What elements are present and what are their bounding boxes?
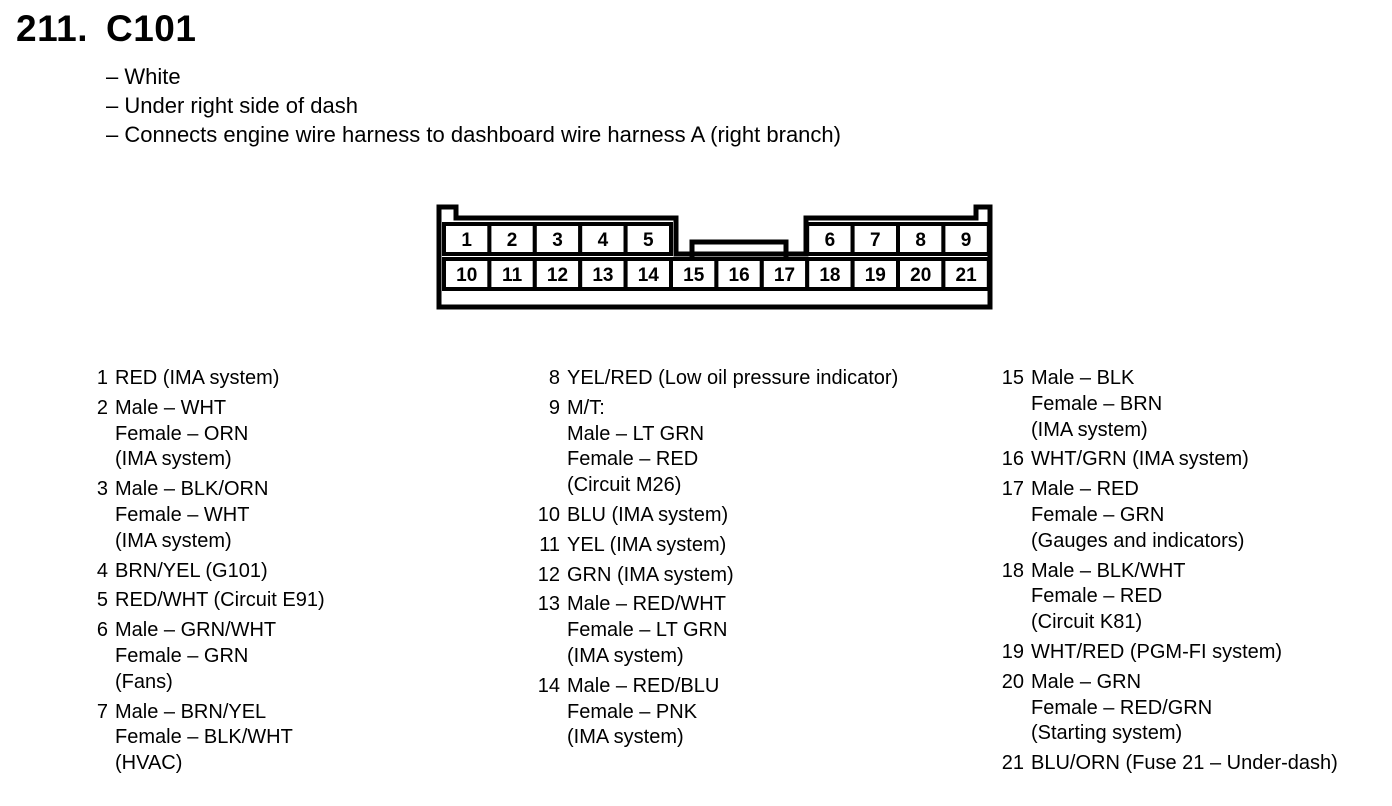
pin-description-line: Female – LT GRN [567,619,728,642]
pin-description-line: Male – BRN/YEL [115,700,267,723]
pin-number: 6 [96,619,108,642]
pin-description-line: Female – GRN [1031,503,1165,526]
pin-number: 1 [96,367,108,389]
pin-entry-20 [994,670,1388,747]
pin-description-line: (IMA system) [115,529,232,552]
detail-connects: – Connects engine wire harness to dashboard wire harness A (right branch) [106,122,841,147]
pin-description-line: BLU/ORN (Fuse 21 – Under-dash) [1031,752,1338,775]
pin-description-line: (HVAC) [115,752,183,775]
pin-description [560,503,728,529]
detail-color: – White [106,64,181,89]
pin-list-column-2 [530,366,970,755]
pin-description [108,477,268,554]
pin-description-line: Male – BLK/ORN [115,478,269,501]
pin-description [560,592,727,669]
pin-description [560,563,734,589]
pin-number-label: 7 [870,230,881,251]
pin-number: 19 [1001,640,1024,663]
bottom-pin-11 [489,259,534,289]
pin-number-label: 12 [546,265,569,286]
top-pin-4 [580,224,625,254]
detail-location: – Under right side of dash [106,93,358,118]
connector-id: C101 [105,8,197,49]
pin-number: 21 [1001,752,1024,775]
pin-description [560,366,898,392]
bottom-pin-21 [943,259,988,289]
pin-number-label: 17 [773,265,796,286]
pin-description [108,396,248,473]
pin-number-label: 21 [955,265,977,286]
pin-number: 12 [537,563,560,586]
pin-description-line: Female – RED [567,448,699,471]
pin-entry-15 [994,366,1388,443]
pin-entry-17 [994,477,1388,554]
pin-number: 17 [1001,478,1024,501]
pin-description-line: WHT/RED (PGM-FI system) [1031,640,1283,663]
pin-description-line: YEL/RED (Low oil pressure indicator) [567,367,899,389]
pin-description [1024,366,1162,443]
pin-entry-6 [78,618,498,695]
pin-number-label: 16 [728,265,750,286]
pin-description-line: BLU (IMA system) [567,503,729,526]
pin-description-line: (Fans) [115,670,173,693]
pin-description-line: RED (IMA system) [115,367,280,389]
bottom-pin-13 [580,259,625,289]
bottom-pin-10 [444,259,489,289]
pin-number: 18 [1001,559,1024,582]
pin-number-label: 13 [592,265,614,286]
pin-number-label: 4 [597,230,609,251]
pin-entry-21 [994,751,1388,777]
pin-description [108,559,268,585]
pin-description-line: Female – WHT [115,503,250,526]
pin-description-line: Male – RED/WHT [567,593,726,616]
pin-description-line: (IMA system) [567,726,684,749]
diagram-heading [16,8,196,50]
pin-description-line: Male – RED/BLU [567,674,720,697]
pin-description-line: (Circuit M26) [567,474,682,497]
pin-description-line: Female – GRN [115,644,249,667]
pin-description-line: Female – RED [1031,585,1163,608]
pin-description [108,588,325,614]
pin-description-line: Male – WHT [115,396,227,419]
pin-description-line: Male – GRN [1031,670,1142,693]
pin-entry-14 [530,674,970,751]
pin-entry-16 [994,447,1388,473]
pin-description-line: Female – BLK/WHT [115,726,293,749]
pin-description [1024,447,1249,473]
pin-entry-7 [78,700,498,777]
pin-description-line: Male – RED [1031,478,1139,501]
pin-description-line: WHT/GRN (IMA system) [1031,448,1249,471]
pin-description [1024,477,1244,554]
pin-entry-18 [994,559,1388,636]
pin-description [108,700,293,777]
connector-face-diagram [436,204,996,314]
pin-description-line: Male – BLK [1031,367,1135,389]
pin-description-line: Male – BLK/WHT [1031,559,1186,582]
pin-description-line: (IMA system) [115,448,232,471]
pin-number-label: 9 [960,230,972,251]
pin-entry-12 [530,563,970,589]
pin-description-line: Female – RED/GRN [1031,696,1213,719]
pin-number-label: 20 [910,265,932,286]
pin-description-line: BRN/YEL (G101) [115,559,268,582]
pin-description-line: (Circuit K81) [1031,611,1143,634]
bottom-pin-16 [716,259,761,289]
bottom-pin-20 [898,259,943,289]
pin-number: 9 [548,396,560,419]
pin-entry-13 [530,592,970,669]
pin-entry-3 [78,477,498,554]
pin-description-line: (IMA system) [567,644,684,667]
pin-description-line: RED/WHT (Circuit E91) [115,589,325,612]
bottom-pin-18 [807,259,852,289]
pin-description [1024,559,1185,636]
bottom-pin-19 [853,259,898,289]
pin-description-line: (Gauges and indicators) [1031,529,1245,552]
pin-description-line: YEL (IMA system) [567,533,727,556]
pin-number: 16 [1001,448,1024,471]
pin-list-column-1 [78,366,498,781]
pin-description [108,366,279,392]
pin-description-line: (IMA system) [1031,418,1148,441]
pin-description-line: Male – LT GRN [567,422,705,445]
top-pin-9 [943,224,988,254]
pin-number: 10 [537,503,560,526]
heading-number: 211. [16,8,88,49]
top-pin-2 [489,224,534,254]
pin-number: 5 [96,589,108,612]
bottom-pin-14 [626,259,671,289]
pin-number-label: 2 [506,230,518,251]
pin-entry-9 [530,396,970,499]
pin-number: 3 [96,478,108,501]
pin-number-label: 6 [824,230,836,251]
pin-number: 4 [96,559,108,582]
top-pin-8 [898,224,943,254]
pin-number-label: 14 [637,265,659,286]
pin-description-line: Female – BRN [1031,392,1163,415]
pin-number-label: 3 [552,230,563,251]
pin-description [1024,640,1282,666]
pin-number-label: 15 [683,265,705,286]
pin-description-line: Male – GRN/WHT [115,619,277,642]
pin-entry-10 [530,503,970,529]
pin-number-label: 10 [456,265,478,286]
pin-entry-11 [530,533,970,559]
pin-description [560,396,704,499]
pin-entry-19 [994,640,1388,666]
pin-number: 14 [537,674,560,697]
pin-number: 20 [1001,670,1024,693]
pin-description [560,674,719,751]
pin-number-label: 11 [502,265,523,286]
pin-entry-2 [78,396,498,473]
top-pin-6 [807,224,852,254]
connector-details [106,62,841,149]
pin-description [1024,751,1338,777]
pin-entry-1 [78,366,498,392]
pin-number-label: 8 [915,230,926,251]
pin-description [108,618,276,695]
pin-description [1024,670,1212,747]
top-pin-5 [626,224,671,254]
pin-number: 11 [539,533,560,556]
bottom-pin-12 [535,259,580,289]
pin-description-line: (Starting system) [1031,722,1183,745]
pin-number-label: 1 [461,230,472,251]
pin-number: 2 [96,396,108,419]
pin-number-label: 18 [819,265,841,286]
pin-description [560,533,726,559]
pin-number: 8 [548,367,560,389]
pin-description-line: Female – ORN [115,422,249,445]
pin-description-line: Female – PNK [567,700,698,723]
top-pin-7 [853,224,898,254]
pin-number: 15 [1001,367,1024,389]
pin-entry-8 [530,366,970,392]
pin-description-line: M/T: [567,396,605,419]
pin-number: 7 [96,700,108,723]
bottom-pin-17 [762,259,807,289]
pin-entry-5 [78,588,498,614]
bottom-pin-15 [671,259,716,289]
pin-number: 13 [537,593,560,616]
pin-list-column-3 [994,366,1388,781]
top-pin-3 [535,224,580,254]
pin-number-label: 5 [643,230,654,251]
pin-number-label: 19 [864,265,886,286]
pin-description-line: GRN (IMA system) [567,563,734,586]
pin-entry-4 [78,559,498,585]
top-pin-1 [444,224,489,254]
